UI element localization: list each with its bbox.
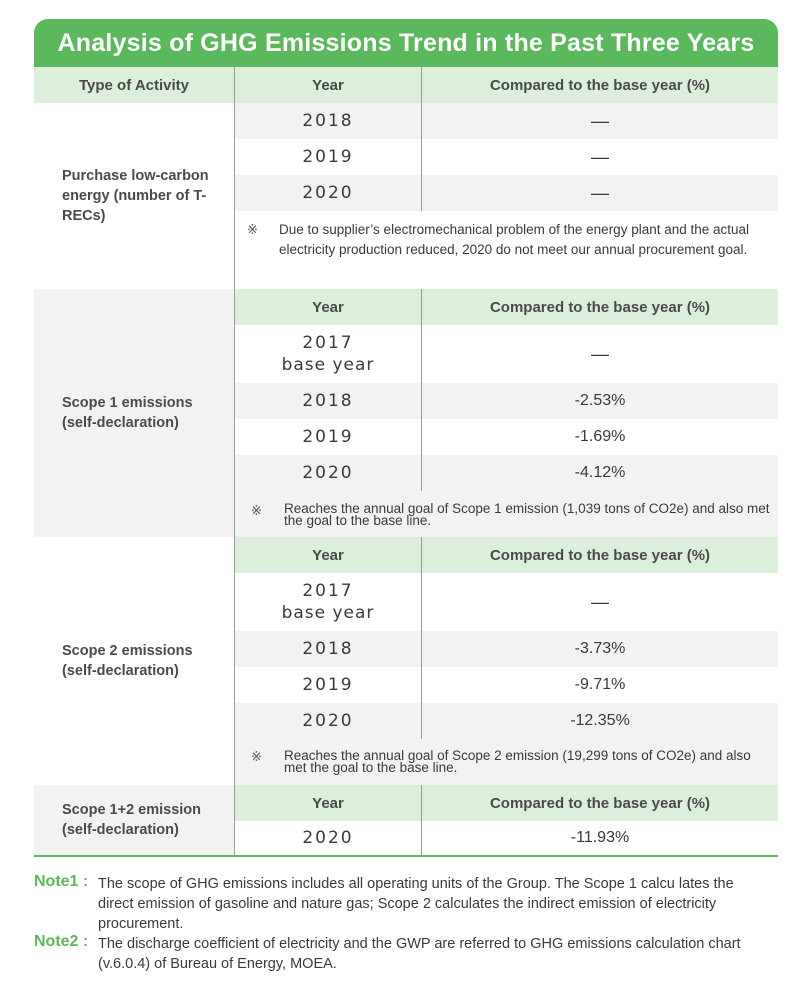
column-divider [421,537,422,739]
table-title: Analysis of GHG Emissions Trend in the Past Three Years [34,19,778,67]
header-type-of-activity: Type of Activity [34,67,234,103]
subheader-year: Year [235,537,421,573]
column-divider [234,67,235,855]
value-cell: -3.73% [422,631,778,667]
column-divider [421,785,422,855]
year-cell: 2020 [235,821,421,855]
value-cell: — [422,325,778,383]
note1-label: Note1 : [34,873,89,890]
note-text: Reaches the annual goal of Scope 1 emission (1,039 tons of CO2e) and also met the goal to the base line. [284,501,770,528]
value-cell: -11.93% [422,821,778,855]
year-cell: 2018 [235,631,421,667]
note-row [235,211,778,289]
type-label-scope1: Scope 1 emissions (self-declaration) [34,289,234,537]
value-cell: -9.71% [422,667,778,703]
note2-text: The discharge coefficient of electricity and the GWP are referred to GHG emissions calculation chart (v.6.0.4) of Bureau of Energy, MOEA. [98,936,741,972]
type-label-scope12: Scope 1+2 emission (self-declaration) [34,785,234,855]
header-compared: Compared to the base year (%) [422,67,778,103]
note-row [235,491,778,537]
subheader-year: Year [235,785,421,821]
column-divider [421,289,422,491]
subheader-compared: Compared to the base year (%) [422,537,778,573]
year-cell-base [235,573,421,631]
value-cell: -2.53% [422,383,778,419]
year-cell: 2020 [235,175,421,211]
year-cell-base [235,325,421,383]
column-divider [421,67,422,211]
value-cell: -4.12% [422,455,778,491]
year-value: 2017 [302,333,354,353]
year-value: 2017 [302,581,354,601]
year-cell: 2019 [235,667,421,703]
note-row [235,739,778,785]
note-text: Reaches the annual goal of Scope 2 emission (19,299 tons of CO2e) and also met the goal to the base line. [284,748,751,775]
base-year-label: base year [281,603,375,623]
note1-text: The scope of GHG emissions includes all operating units of the Group. The Scope 1 calcu lates the direct emission of gasoline and nature gas; Scope 2 calculates the indirect emission of electricity procurement. [98,876,734,932]
base-year-label: base year [281,355,375,375]
note2-label: Note2 : [34,933,89,950]
table-bottom-rule [34,855,778,857]
value-cell: -12.35% [422,703,778,739]
value-cell: — [422,573,778,631]
year-cell: 2019 [235,139,421,175]
value-cell: — [422,103,778,139]
value-cell: — [422,175,778,211]
value-cell: — [422,139,778,175]
year-cell: 2020 [235,703,421,739]
subheader-compared: Compared to the base year (%) [422,785,778,821]
note-mark: ※ [251,749,262,764]
value-cell: -1.69% [422,419,778,455]
header-year: Year [235,67,421,103]
year-cell: 2020 [235,455,421,491]
note-mark: ※ [247,222,258,237]
year-cell: 2018 [235,383,421,419]
note-mark: ※ [251,503,262,518]
year-cell: 2019 [235,419,421,455]
subheader-year: Year [235,289,421,325]
type-label-scope2: Scope 2 emissions (self-declaration) [34,537,234,785]
note-text: Due to supplier’s electromechanical problem of the energy plant and the actual electricity production reduced, 2020 do not meet our annual procurement goal. [279,222,750,257]
subheader-compared: Compared to the base year (%) [422,289,778,325]
type-label-low-carbon: Purchase low-carbon energy (number of T-RECs) [34,103,234,289]
year-cell: 2018 [235,103,421,139]
